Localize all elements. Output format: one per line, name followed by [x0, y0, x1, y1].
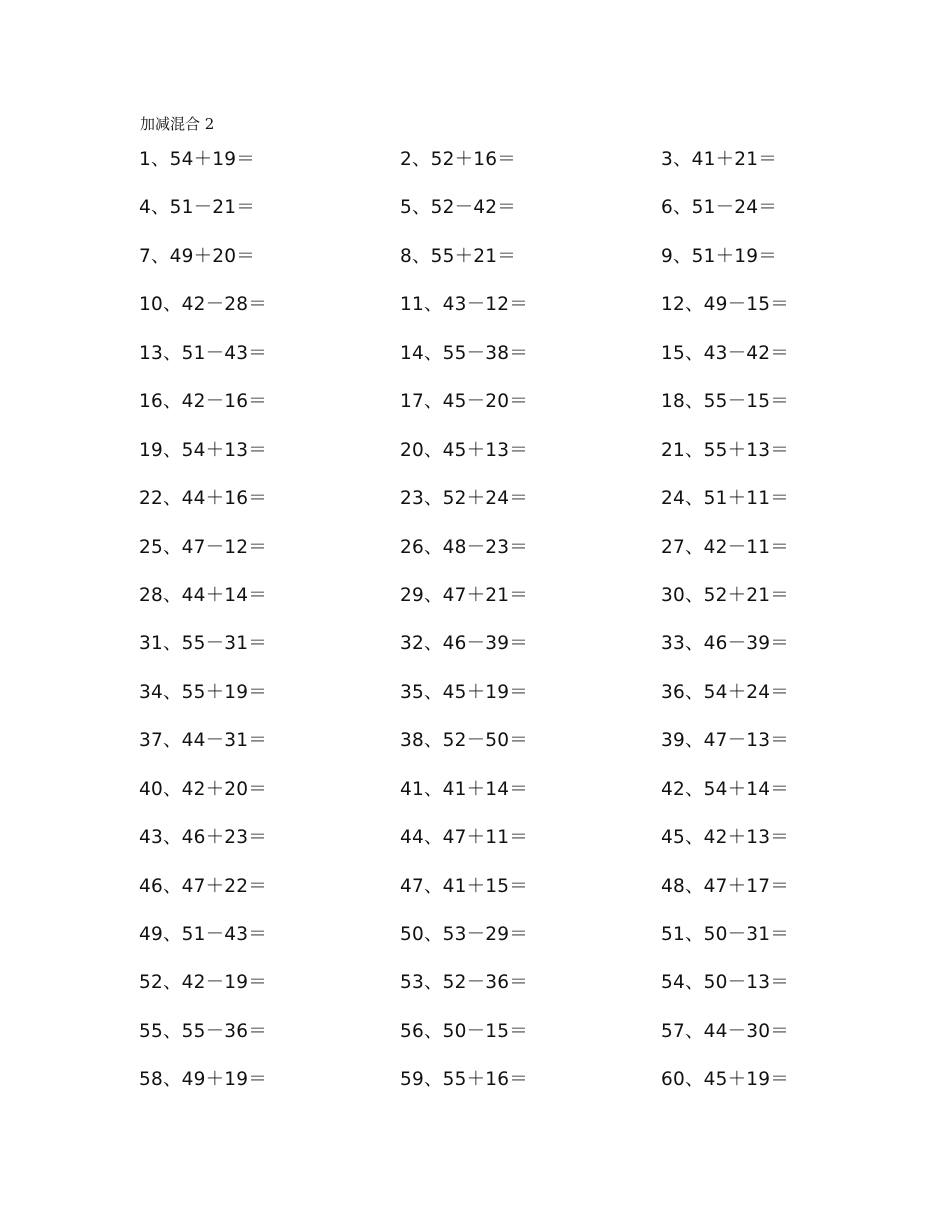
- problem-item: 49、51－43＝: [139, 924, 267, 945]
- problem-item: 38、52－50＝: [400, 730, 528, 752]
- problem-item: 7、49＋20＝: [139, 245, 255, 267]
- problem-item: 53、52－36＝: [400, 972, 528, 994]
- problem-item: 45、42＋13＝: [661, 827, 789, 849]
- problem-item: 17、45－20＝: [400, 391, 528, 413]
- problem-item: 5、52－42＝: [400, 197, 516, 219]
- problem-item: 19、54＋13＝: [139, 439, 267, 461]
- problem-item: 34、55＋19＝: [139, 681, 267, 703]
- problem-item: 28、44＋14＝: [139, 584, 267, 606]
- problem-item: 51、50－31＝: [661, 924, 789, 945]
- problem-item: 48、47＋17＝: [661, 875, 789, 897]
- problem-item: 14、55－38＝: [400, 342, 528, 364]
- problem-item: 20、45＋13＝: [400, 439, 528, 461]
- problem-item: 43、46＋23＝: [139, 827, 267, 849]
- problem-item: 1、54＋19＝: [139, 149, 255, 170]
- problem-item: 47、41＋15＝: [400, 875, 528, 897]
- problem-item: 11、43－12＝: [400, 294, 528, 316]
- problem-item: 15、43－42＝: [661, 342, 789, 364]
- problem-item: 33、46－39＝: [661, 633, 789, 655]
- problem-item: 23、52＋24＝: [400, 488, 528, 510]
- problem-item: 52、42－19＝: [139, 972, 267, 994]
- problem-item: 25、47－12＝: [139, 536, 267, 558]
- problem-item: 21、55＋13＝: [661, 439, 789, 461]
- problem-item: 37、44－31＝: [139, 730, 267, 752]
- problem-item: 27、42－11＝: [661, 536, 789, 558]
- problem-item: 36、54＋24＝: [661, 681, 789, 703]
- problem-item: 3、41＋21＝: [661, 149, 777, 170]
- problem-item: 44、47＋11＝: [400, 827, 528, 849]
- problem-item: 55、55－36＝: [139, 1020, 267, 1042]
- problem-grid: [139, 146, 839, 1115]
- problem-item: 50、53－29＝: [400, 924, 528, 945]
- problem-item: 57、44－30＝: [661, 1020, 789, 1042]
- problem-item: 54、50－13＝: [661, 972, 789, 994]
- problem-item: 46、47＋22＝: [139, 875, 267, 897]
- problem-item: 56、50－15＝: [400, 1020, 528, 1042]
- problem-item: 6、51－24＝: [661, 197, 777, 219]
- problem-item: 41、41＋14＝: [400, 778, 528, 800]
- problem-item: 39、47－13＝: [661, 730, 789, 752]
- problem-item: 24、51＋11＝: [661, 488, 789, 510]
- problem-item: 40、42＋20＝: [139, 778, 267, 800]
- problem-item: 12、49－15＝: [661, 294, 789, 316]
- worksheet-title: 加减混合 2: [140, 115, 215, 133]
- problem-item: 42、54＋14＝: [661, 778, 789, 800]
- problem-item: 31、55－31＝: [139, 633, 267, 655]
- problem-item: 60、45＋19＝: [661, 1069, 789, 1091]
- problem-item: 35、45＋19＝: [400, 681, 528, 703]
- problem-item: 18、55－15＝: [661, 391, 789, 413]
- problem-item: 10、42－28＝: [139, 294, 267, 316]
- problem-item: 16、42－16＝: [139, 391, 267, 413]
- problem-item: 9、51＋19＝: [661, 245, 777, 267]
- problem-item: 4、51－21＝: [139, 197, 255, 219]
- problem-item: 59、55＋16＝: [400, 1069, 528, 1091]
- problem-item: 2、52＋16＝: [400, 149, 516, 170]
- problem-item: 58、49＋19＝: [139, 1069, 267, 1091]
- problem-item: 32、46－39＝: [400, 633, 528, 655]
- problem-item: 8、55＋21＝: [400, 245, 516, 267]
- problem-item: 22、44＋16＝: [139, 488, 267, 510]
- problem-item: 29、47＋21＝: [400, 584, 528, 606]
- problem-item: 26、48－23＝: [400, 536, 528, 558]
- problem-item: 13、51－43＝: [139, 342, 267, 364]
- problem-item: 30、52＋21＝: [661, 584, 789, 606]
